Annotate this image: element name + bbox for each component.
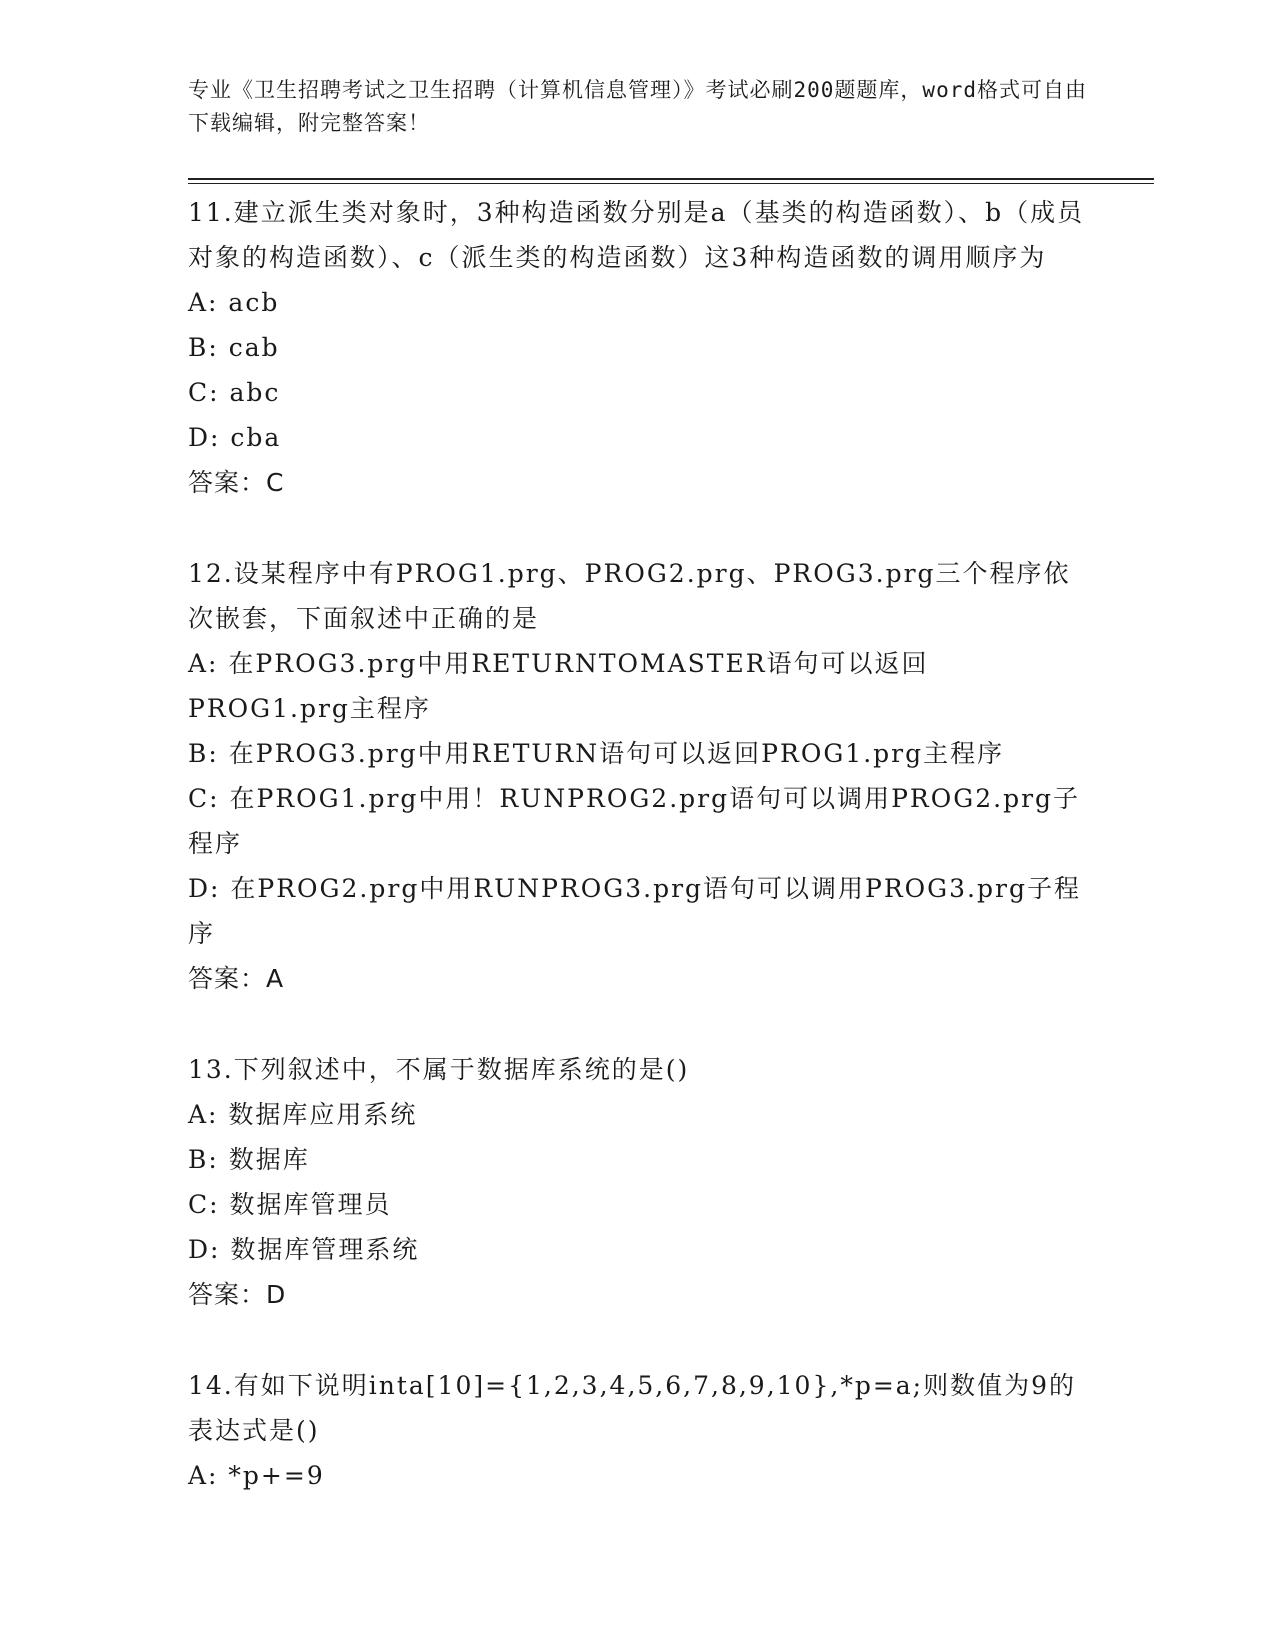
option-c: C: 数据库管理员 (188, 1190, 392, 1219)
option-a: A: acb (188, 288, 280, 317)
question-stem: 11.建立派生类对象时，3种构造函数分别是a（基类的构造函数）、b（成员对象的构造函数）、c（派生类的构造函数）这3种构造函数的调用顺序为 (188, 198, 1085, 272)
option-a: A: *p+=9 (188, 1461, 325, 1490)
option-d: D: 在PROG2.prg中用RUNPROG3.prg语句可以调用PROG3.prg子程序 (188, 874, 1081, 948)
question-11 (188, 190, 1088, 505)
question-12 (188, 551, 1088, 1001)
option-b: B: 数据库 (188, 1145, 310, 1174)
option-b: B: 在PROG3.prg中用RETURN语句可以返回PROG1.prg主程序 (188, 739, 1005, 768)
question-14 (188, 1363, 1088, 1498)
question-stem: 13.下列叙述中，不属于数据库系统的是() (188, 1055, 690, 1084)
option-b: B: cab (188, 333, 280, 362)
question-13 (188, 1047, 1088, 1317)
option-d: D: cba (188, 423, 282, 452)
answer-text: 答案：A (188, 964, 285, 993)
question-list (188, 190, 1088, 1544)
document-header: 专业《卫生招聘考试之卫生招聘（计算机信息管理）》考试必刷200题题库，word格式可自由下载编辑，附完整答案！ (188, 78, 1087, 135)
option-c: C: 在PROG1.prg中用！RUNPROG2.prg语句可以调用PROG2.prg子程序 (188, 784, 1081, 858)
option-d: D: 数据库管理系统 (188, 1235, 420, 1264)
option-a: A: 数据库应用系统 (188, 1100, 418, 1129)
answer-text: 答案：D (188, 1280, 287, 1309)
answer-text: 答案：C (188, 468, 285, 497)
question-stem: 12.设某程序中有PROG1.prg、PROG2.prg、PROG3.prg三个程序依次嵌套，下面叙述中正确的是 (188, 559, 1071, 633)
option-a: A: 在PROG3.prg中用RETURNTOMASTER语句可以返回PROG1.prg主程序 (188, 649, 929, 723)
option-c: C: abc (188, 378, 281, 407)
question-stem: 14.有如下说明inta[10]={1,2,3,4,5,6,7,8,9,10},*p=a;则数值为9的表达式是() (188, 1371, 1076, 1445)
header-divider (188, 178, 1154, 184)
